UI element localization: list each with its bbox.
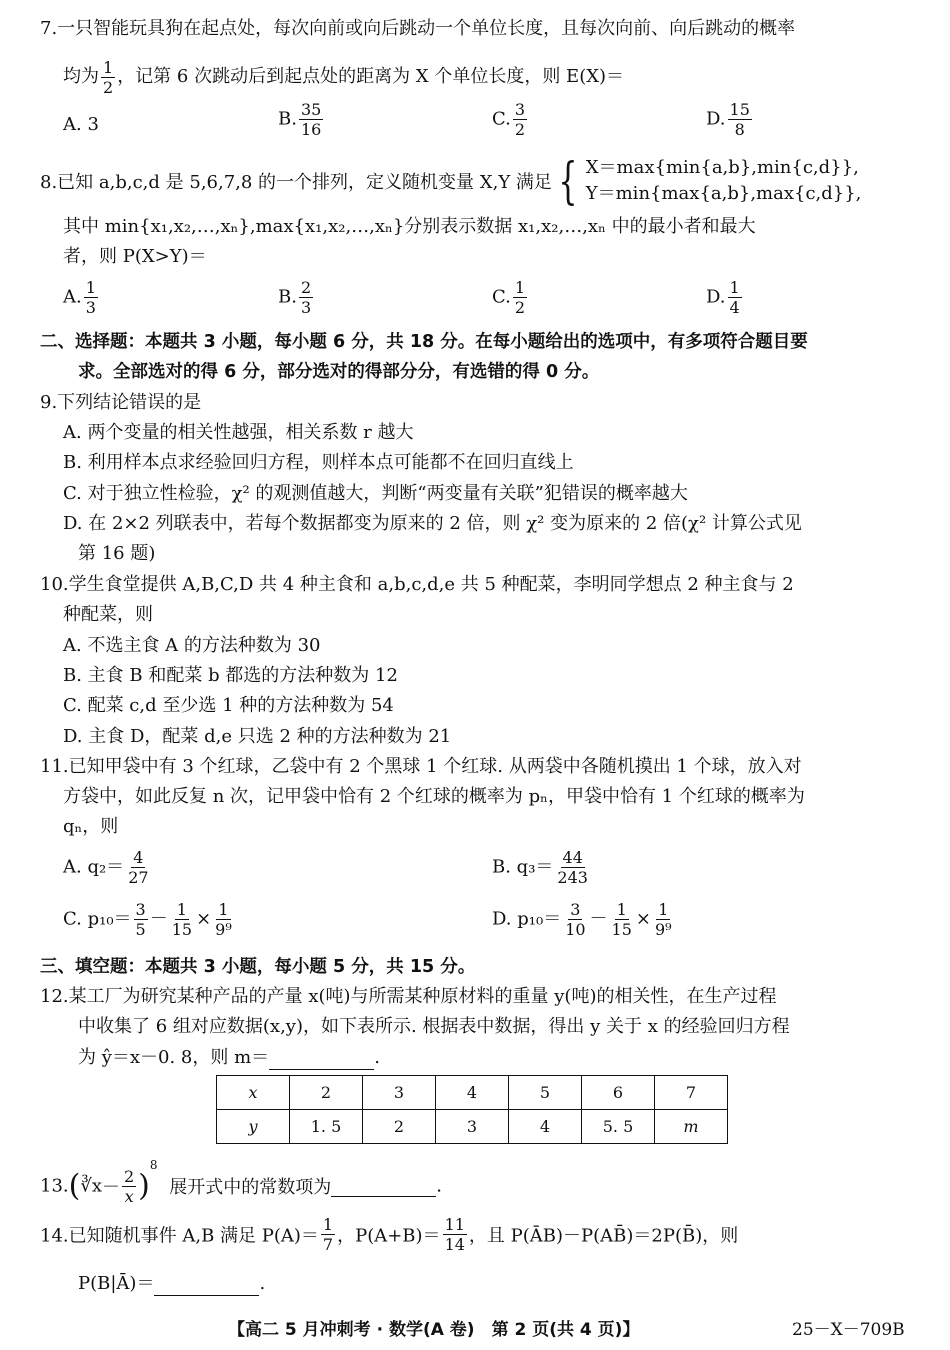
q8-option-c: C. $\frac{1}{2}$ bbox=[492, 278, 526, 317]
table-cell: 5 bbox=[509, 1076, 582, 1110]
q8-system-x: X＝max{min{a,b},min{c,d}}, bbox=[585, 157, 859, 178]
q12-line2: 中收集了 6 组对应数据(x,y)，如下表所示. 根据表中数据，得出 y 关于 x 的经验回归方程 bbox=[78, 1016, 790, 1037]
q11-option-b: B. q₃＝ $\frac{44}{243}$ bbox=[492, 848, 588, 887]
q8-option-d: D. $\frac{1}{4}$ bbox=[706, 278, 740, 317]
q11-option-a: A. q₂＝ $\frac{4}{27}$ bbox=[63, 848, 149, 887]
q7-line2-post: ，记第 6 次跳动后到起点处的距离为 X 个单位长度，则 E(X)＝ bbox=[117, 66, 625, 87]
q8-system-y: Y＝min{max{a,b},max{c,d}}, bbox=[585, 183, 862, 204]
paper-code: 25－X－709B bbox=[792, 1320, 905, 1340]
table-cell: 4 bbox=[436, 1076, 509, 1110]
q7-option-c: C. $\frac{3}{2}$ bbox=[492, 100, 526, 139]
q11-option-c: C. p₁₀＝ $\frac{3}{5}$ － $\frac{1}{15}$ × $\frac{1}{\text{9⁹}}$ bbox=[63, 900, 232, 939]
q12-line3: 为 ŷ＝x－0. 8，则 m＝ . bbox=[78, 1047, 380, 1068]
q10-option-b: B. 主食 B 和配菜 b 都选的方法种数为 12 bbox=[63, 665, 398, 686]
table-cell: 7 bbox=[655, 1076, 728, 1110]
table-cell: 2 bbox=[363, 1110, 436, 1144]
q7-fraction: $\frac{1}{2}$ bbox=[103, 57, 114, 97]
q9-option-b: B. 利用样本点求经验回归方程，则样本点可能都不在回归直线上 bbox=[63, 452, 574, 473]
q9-option-c: C. 对于独立性检验，χ² 的观测值越大，判断“两变量有关联”犯错误的概率越大 bbox=[63, 483, 688, 504]
q11-line1: 11.已知甲袋中有 3 个红球，乙袋中有 2 个黑球 1 个红球. 从两袋中各随机摸出 1 个球，放入对 bbox=[40, 756, 802, 777]
q7-option-b: B. $\frac{35}{16}$ bbox=[278, 100, 322, 139]
q14-line2: P(B|Ā)＝ . bbox=[78, 1273, 266, 1294]
q12-data-table bbox=[216, 1075, 728, 1144]
table-cell: y bbox=[217, 1110, 290, 1144]
q12-answer-blank[interactable] bbox=[269, 1049, 374, 1070]
q11-option-d: D. p₁₀＝ $\frac{3}{10}$ － $\frac{1}{15}$ × $\frac{1}{\text{9⁹}}$ bbox=[492, 900, 672, 939]
q8-line2: 其中 min{x₁,x₂,…,xₙ},max{x₁,x₂,…,xₙ}分别表示数据 x₁,x₂,…,xₙ 中的最小者和最大 bbox=[63, 216, 756, 237]
q8-line1: 8.已知 a,b,c,d 是 5,6,7,8 的一个排列，定义随机变量 X,Y 满足 { X＝max{min{a,b},min{c,d}}, Y＝min{max{a,b},max{c,d}}, bbox=[40, 152, 862, 210]
q10-line1: 10.学生食堂提供 A,B,C,D 共 4 种主食和 a,b,c,d,e 共 5 种配菜，李明同学想点 2 种主食与 2 bbox=[40, 574, 794, 595]
q10-option-c: C. 配菜 c,d 至少选 1 种的方法种数为 54 bbox=[63, 695, 394, 716]
table-cell: 3 bbox=[363, 1076, 436, 1110]
table-cell: x bbox=[217, 1076, 290, 1110]
q8-line3: 者，则 P(X>Y)＝ bbox=[63, 246, 207, 267]
q7-option-d: D. $\frac{15}{8}$ bbox=[706, 100, 750, 139]
section2-heading-line2: 求。全部选对的得 6 分，部分选对的得部分分，有选错的得 0 分。 bbox=[78, 362, 600, 382]
q7-line2 bbox=[63, 57, 624, 97]
q14-line1: 14.已知随机事件 A,B 满足 P(A)＝ $\frac{1}{7}$ ，P(A+B)＝ $\frac{11}{14}$ ，且 P(ĀB)－P(AB̄)＝2P(B̄)，则 bbox=[40, 1215, 739, 1254]
q10-line2: 种配菜，则 bbox=[63, 604, 153, 625]
table-cell: 4 bbox=[509, 1110, 582, 1144]
table-cell: 5. 5 bbox=[582, 1110, 655, 1144]
table-row-x bbox=[217, 1076, 728, 1110]
table-cell: m bbox=[655, 1110, 728, 1144]
q13-line: 13.(∛x－ $\frac{2}{x}$ )$^8$ 展开式中的常数项为 . bbox=[40, 1158, 442, 1206]
q13-answer-blank[interactable] bbox=[331, 1176, 436, 1197]
q11-line3: qₙ，则 bbox=[63, 816, 119, 837]
table-row-y bbox=[217, 1110, 728, 1144]
page-footer: 【高二 5 月冲刺考 · 数学(A 卷) 第 2 页(共 4 页)】 bbox=[228, 1320, 640, 1340]
q10-option-a: A. 不选主食 A 的方法种数为 30 bbox=[63, 635, 321, 656]
section2-heading-line1: 二、选择题：本题共 3 小题，每小题 6 分，共 18 分。在每小题给出的选项中，有多项符合题目要 bbox=[40, 332, 808, 352]
q9-option-a: A. 两个变量的相关性越强，相关系数 r 越大 bbox=[63, 422, 414, 443]
q9-option-d-line1: D. 在 2×2 列联表中，若每个数据都变为原来的 2 倍，则 χ² 变为原来的 2 倍(χ² 计算公式见 bbox=[63, 513, 802, 534]
table-cell: 2 bbox=[290, 1076, 363, 1110]
q11-line2: 方袋中，如此反复 n 次，记甲袋中恰有 2 个红球的概率为 pₙ，甲袋中恰有 1 个红球的概率为 bbox=[63, 786, 805, 807]
q8-option-a: A. $\frac{1}{3}$ bbox=[63, 278, 96, 317]
q9-stem: 9.下列结论错误的是 bbox=[40, 392, 202, 413]
q7-option-a: A. 3 bbox=[63, 114, 99, 135]
q8-option-b: B. $\frac{2}{3}$ bbox=[278, 278, 312, 317]
table-cell: 6 bbox=[582, 1076, 655, 1110]
q10-option-d: D. 主食 D，配菜 d,e 只选 2 种的方法种数为 21 bbox=[63, 726, 452, 747]
section3-heading: 三、填空题：本题共 3 小题，每小题 5 分，共 15 分。 bbox=[40, 957, 476, 977]
q14-answer-blank[interactable] bbox=[154, 1275, 259, 1296]
q12-line1: 12.某工厂为研究某种产品的产量 x(吨)与所需某种原材料的重量 y(吨)的相关性，在生产过程 bbox=[40, 986, 777, 1007]
table-cell: 1. 5 bbox=[290, 1110, 363, 1144]
q9-option-d-line2: 第 16 题) bbox=[78, 543, 156, 564]
q7-line2-pre: 均为 bbox=[63, 66, 99, 87]
q7-line1: 7.一只智能玩具狗在起点处，每次向前或向后跳动一个单位长度，且每次向前、向后跳动的概率 bbox=[40, 18, 796, 39]
table-cell: 3 bbox=[436, 1110, 509, 1144]
